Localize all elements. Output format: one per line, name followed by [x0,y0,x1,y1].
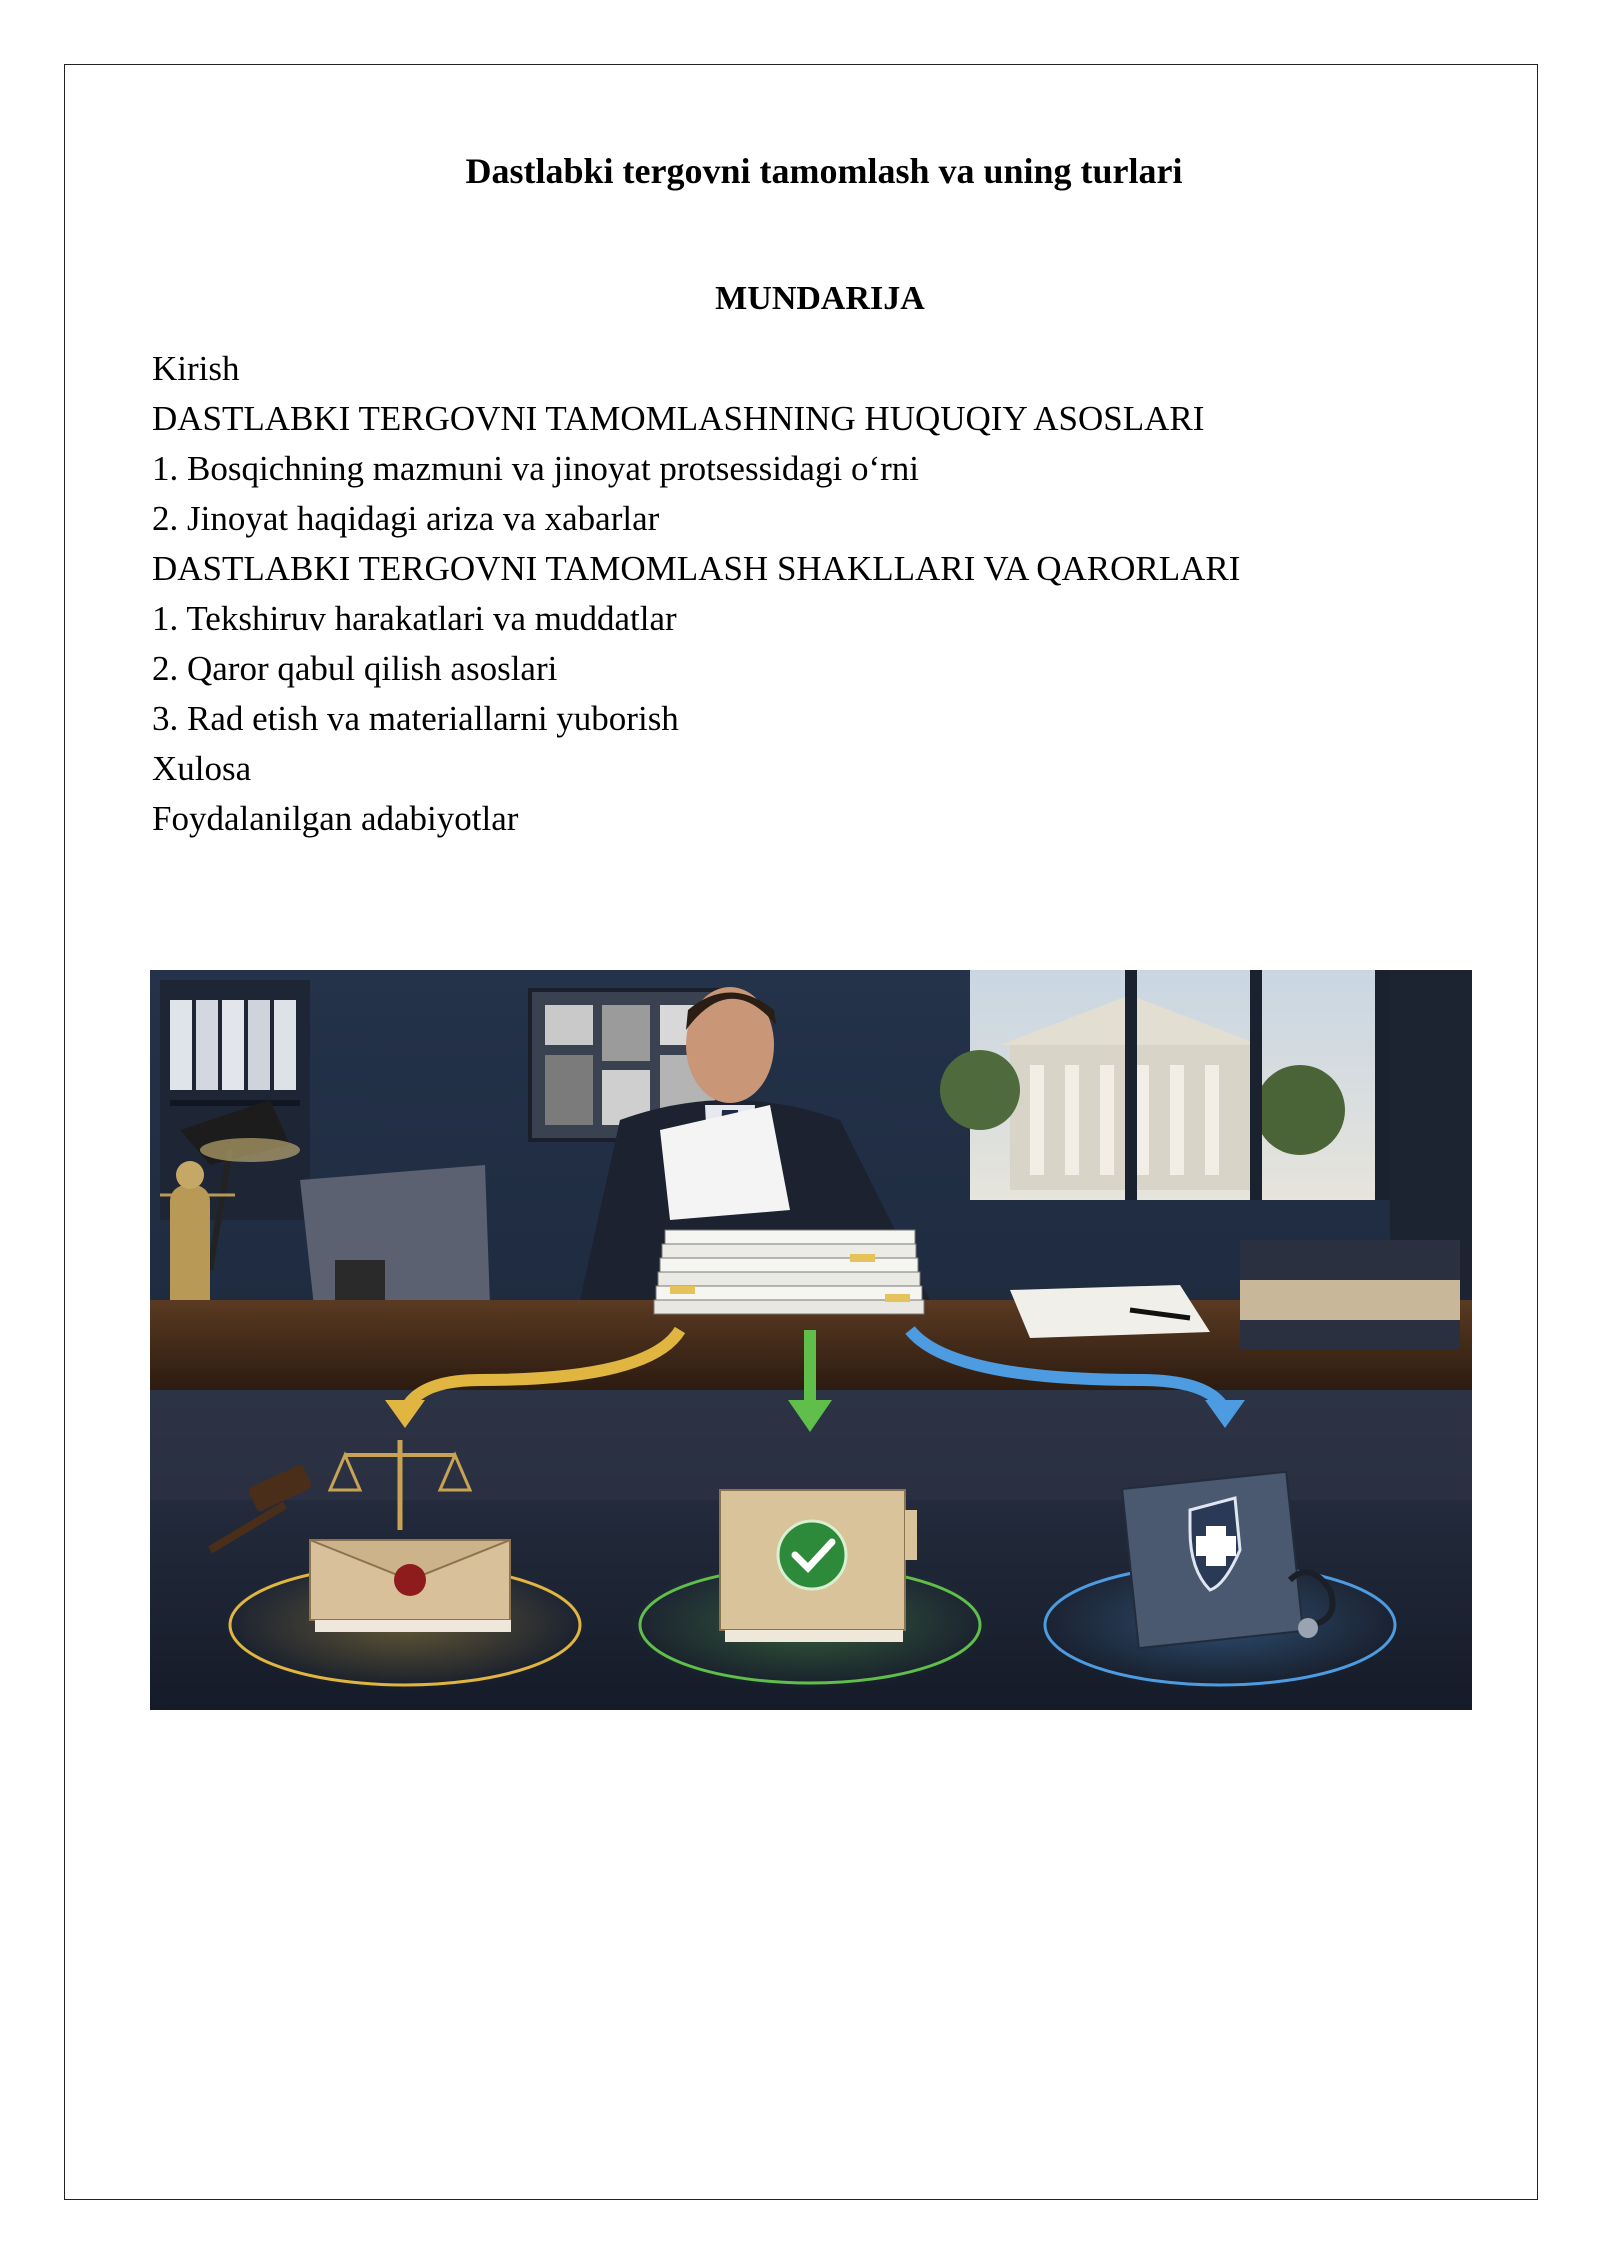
notepad [1010,1285,1210,1338]
toc-heading: MUNDARIJA [715,280,925,317]
toc-item-2-1: 1. Tekshiruv harakatlari va muddatlar [152,599,677,638]
binders-right [1240,1240,1460,1350]
toc-item-2-2: 2. Qaror qabul qilish asoslari [152,649,558,688]
case-files-stack [654,1230,924,1314]
toc-item-adabiyotlar: Foydalanilgan adabiyotlar [152,799,519,838]
investigation-illustration [150,970,1472,1710]
toc-item-1-1: 1. Bosqichning mazmuni va jinoyat protsessidagi o‘rni [152,449,919,488]
table-of-contents [152,344,1240,844]
toc-item-kirish: Kirish [152,349,240,388]
toc-item-2-3: 3. Rad etish va materiallarni yuborish [152,699,679,738]
toc-item-1-2: 2. Jinoyat haqidagi ariza va xabarlar [152,499,660,538]
toc-item-section-1: DASTLABKI TERGOVNI TAMOMLASHNING HUQUQIY ASOSLARI [152,399,1205,438]
checkmark-icon [778,1521,846,1589]
toc-item-xulosa: Xulosa [152,749,252,788]
toc-item-section-2: DASTLABKI TERGOVNI TAMOMLASH SHAKLLARI VA QARORLARI [152,549,1241,588]
sealed-case-bundle [310,1540,511,1632]
document-title: Dastlabki tergovni tamomlash va uning turlari [465,151,1183,191]
window-courthouse [940,970,1390,1200]
